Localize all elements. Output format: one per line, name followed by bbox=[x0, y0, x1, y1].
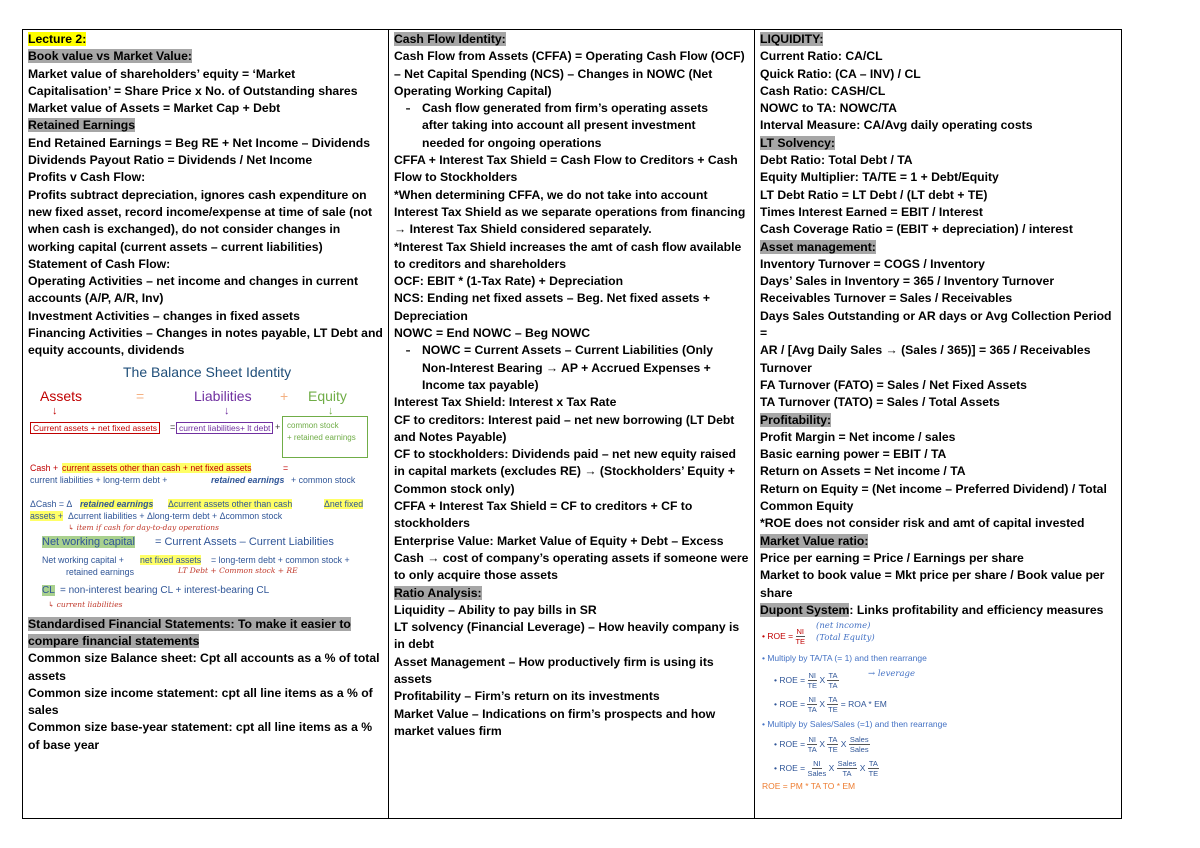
text-line: Debt Ratio: Total Debt / TA bbox=[760, 153, 913, 168]
text-line: Common size Balance sheet: Cpt all accounts as a % of total bbox=[28, 651, 380, 666]
dash-icon: - bbox=[405, 100, 411, 118]
text-line: CFFA + Interest Tax Shield = Cash Flow to Creditors + Cash bbox=[394, 153, 738, 168]
arrow-down-icon: ↓ bbox=[224, 404, 230, 417]
cash-eq-2b: retained earnings bbox=[211, 474, 285, 485]
text-line: Dividends Payout Ratio = Dividends / Net Income bbox=[28, 153, 313, 168]
text-line: Market Value – Indications on firm’s prospects and how bbox=[394, 706, 716, 721]
column-2 bbox=[389, 30, 755, 819]
text-line: OCF: EBIT * (1-Tax Rate) + Depreciation bbox=[394, 274, 624, 289]
nwc2-a: Net working capital + bbox=[42, 554, 124, 565]
text-line: Cash Coverage Ratio = (EBIT + depreciation) / interest bbox=[760, 222, 1073, 237]
heading-profitability: Profitability: bbox=[760, 412, 832, 427]
text-line: NOWC = Current Assets – Current Liabilities (Only bbox=[422, 343, 714, 358]
text-line: TA Turnover (TATO) = Sales / Total Assets bbox=[760, 395, 1000, 410]
re-lines bbox=[28, 135, 383, 360]
delta-eq-1c: Δcurrent assets other than cash bbox=[168, 498, 293, 509]
text-line: CF to stockholders: Dividends paid – net new equity raised bbox=[394, 447, 736, 462]
text-line: Price per earning = Price / Earnings per share bbox=[760, 550, 1024, 565]
heading-lt-solvency: LT Solvency: bbox=[760, 135, 835, 150]
nwc2-b: net fixed assets bbox=[140, 554, 202, 565]
text-line: Market value of shareholders’ equity = ‘Market bbox=[28, 66, 296, 81]
heading-standardised: Standardised Financial Statements: To make it easier to bbox=[28, 616, 351, 631]
text-line: Income tax payable) bbox=[422, 377, 539, 392]
cl-label: CL bbox=[42, 584, 55, 596]
text-line: Profitability – Firm’s return on its investments bbox=[394, 689, 660, 704]
box-equity-line2: + retained earnings bbox=[287, 432, 356, 442]
text-line: Return on Equity = (Net income – Preferred Dividend) / Total bbox=[760, 481, 1107, 496]
bullet-item bbox=[394, 100, 749, 152]
heading-cash-flow-identity: Cash Flow Identity: bbox=[394, 32, 506, 46]
text-line: to creditors and shareholders bbox=[394, 256, 567, 271]
dupont-roe4: • ROE = $\frac{NI}{TA}$ X $\frac{TA}{TE}$ X $\frac{\text{Sales}}{\text{Sales}}$ bbox=[774, 735, 869, 755]
box-liabilities: current liabilities+ lt debt bbox=[176, 422, 273, 434]
text-line: Cash → cost of company’s operating assets if someone were bbox=[394, 550, 749, 565]
text-line: *ROE does not consider risk and amt of capital invested bbox=[760, 516, 1085, 531]
text-line: Return on Assets = Net income / TA bbox=[760, 464, 966, 479]
dupont-roe3: • ROE = $\frac{NI}{TA}$ X $\frac{TA}{TE}$ = ROA * EM bbox=[774, 695, 887, 715]
heading-standardised-2: compare financial statements bbox=[28, 633, 200, 648]
text-line: equity accounts, dividends bbox=[28, 343, 185, 358]
box-plus: + bbox=[275, 421, 281, 432]
text-line: Common size income statement: cpt all line items as a % of bbox=[28, 685, 373, 700]
text-line: *Interest Tax Shield increases the amt of cash flow available bbox=[394, 239, 742, 254]
text-line: Profit Margin = Net income / sales bbox=[760, 429, 956, 444]
figure-title: The Balance Sheet Identity bbox=[123, 363, 292, 380]
bullet-item bbox=[394, 342, 749, 394]
text-line: Operating Activities – net income and changes in current bbox=[28, 274, 359, 289]
heading-asset-management: Asset management: bbox=[760, 239, 876, 254]
text-line: assets bbox=[28, 668, 66, 683]
text-line: LT Debt Ratio = LT Debt / (LT debt + TE) bbox=[760, 187, 988, 202]
cash-eq-1b: current assets other than cash + net fixed assets bbox=[62, 462, 252, 473]
handwritten-note: → leverage bbox=[868, 669, 916, 680]
heading-book-vs-market: Book value vs Market Value: bbox=[28, 49, 192, 64]
three-column-grid bbox=[22, 29, 1122, 819]
nwc-label: Net working capital bbox=[42, 535, 135, 548]
label-equity: Equity bbox=[308, 387, 347, 404]
text-line: Flow to Stockholders bbox=[394, 170, 518, 185]
text-line: Days’ Sales in Inventory = 365 / Inventory Turnover bbox=[760, 274, 1055, 289]
text-line: Cash Ratio: CASH/CL bbox=[760, 83, 886, 98]
label-liabilities: Liabilities bbox=[194, 387, 252, 404]
handwritten-note: ↳ item if cash for day-to-day operations bbox=[68, 522, 219, 532]
cash-eq-2a: current liabilities + long-term debt + bbox=[30, 474, 168, 485]
delta-eq-2b: Δcurrent liabilities + Δlong-term debt + Δcommon stock bbox=[68, 510, 283, 521]
dash-icon: - bbox=[405, 342, 411, 360]
balance-sheet-figure bbox=[28, 364, 383, 614]
label-plus: + bbox=[280, 387, 289, 404]
column-1 bbox=[23, 30, 389, 819]
box-equity bbox=[282, 416, 368, 458]
nwc-formula: = Current Assets – Current Liabilities bbox=[155, 535, 334, 548]
heading-liquidity: LIQUIDITY: bbox=[760, 32, 824, 46]
delta-eq-1a: ΔCash = Δ bbox=[30, 498, 73, 509]
delta-eq-1d: Δnet fixed bbox=[324, 498, 364, 509]
delta-eq-2a: assets + bbox=[30, 510, 64, 521]
handwritten-note: (net income) bbox=[816, 621, 871, 632]
cash-eq-1a: Cash + bbox=[30, 462, 59, 473]
label-assets: Assets bbox=[40, 387, 83, 404]
nwc3-a: retained earnings bbox=[66, 566, 134, 577]
text-line: Common size base-year statement: cpt all line items as a % bbox=[28, 720, 373, 735]
text-line: Profits v Cash Flow: bbox=[28, 170, 146, 185]
text-line: Inventory Turnover = COGS / Inventory bbox=[760, 256, 985, 271]
text-line: Current Ratio: CA/CL bbox=[760, 49, 883, 64]
text-line: Liquidity – Ability to pay bills in SR bbox=[394, 602, 597, 617]
bv-lines bbox=[28, 66, 383, 118]
heading-market-value: Market Value ratio: bbox=[760, 533, 869, 548]
text-line: new fixed asset, record income/expense at time of sale (not bbox=[28, 204, 373, 219]
heading-retained-earnings: Retained Earnings bbox=[28, 118, 136, 133]
text-line: accounts (A/P, A/R, Inv) bbox=[28, 291, 164, 306]
text-line: after taking into account all present investment bbox=[422, 118, 696, 133]
text-line: Capitalisation’ = Share Price x No. of Outstanding shares bbox=[28, 83, 358, 98]
column-3 bbox=[755, 30, 1122, 819]
text-line: in capital markets (excludes RE) → (Stockholders’ Equity + bbox=[394, 464, 736, 479]
text-line: Enterprise Value: Market Value of Equity + Debt – Excess bbox=[394, 533, 724, 548]
text-line: → Interest Tax Shield considered separately. bbox=[394, 222, 652, 237]
text-line: Interval Measure: CA/Avg daily operating costs bbox=[760, 118, 1033, 133]
text-line: Turnover bbox=[760, 360, 812, 375]
text-line: Days Sales Outstanding or AR days or Avg Collection Period = bbox=[760, 308, 1112, 341]
text-line: Interest Tax Shield as we separate operations from financing bbox=[394, 204, 746, 219]
lecture-title: Lecture 2: bbox=[28, 32, 87, 46]
text-line: assets bbox=[394, 671, 432, 686]
handwritten-note: ↳ current liabilities bbox=[48, 599, 123, 609]
cl-formula: = non-interest bearing CL + interest-bearing CL bbox=[60, 584, 270, 596]
text-line: Statement of Cash Flow: bbox=[28, 256, 171, 271]
text-line: Asset Management – How productively firm is using its bbox=[394, 654, 714, 669]
arrow-down-icon: ↓ bbox=[52, 404, 58, 417]
text-line: working capital (current assets – current liabilities) bbox=[28, 239, 323, 254]
cash-eq-1c: = bbox=[283, 462, 289, 473]
text-line: Common stock only) bbox=[394, 481, 515, 496]
dupont-roe5: • ROE = $\frac{NI}{\text{Sales}}$ X $\frac{\text{Sales}}{TA}$ X $\frac{TA}{TE}$ bbox=[774, 759, 879, 779]
dupont-step2: • Multiply by Sales/Sales (=1) and then rearrange bbox=[762, 719, 948, 730]
label-equals: = bbox=[136, 387, 145, 404]
text-line: LT solvency (Financial Leverage) – How heavily company is bbox=[394, 620, 740, 635]
text-line: share bbox=[760, 585, 793, 600]
text-line: Cash Flow from Assets (CFFA) = Operating Cash Flow (OCF) bbox=[394, 49, 745, 64]
text-line: CF to creditors: Interest paid – net new borrowing (LT Debt bbox=[394, 412, 735, 427]
text-line: FA Turnover (FATO) = Sales / Net Fixed Assets bbox=[760, 377, 1027, 392]
cash-eq-2c: + common stock bbox=[291, 474, 356, 485]
heading-dupont: Dupont System bbox=[760, 602, 850, 617]
text-line: Depreciation bbox=[394, 308, 468, 323]
text-line: NCS: Ending net fixed assets – Beg. Net fixed assets + bbox=[394, 291, 710, 306]
box-equals: = bbox=[170, 421, 176, 432]
text-line: CFFA + Interest Tax Shield = CF to creditors + CF to bbox=[394, 499, 693, 514]
text-line: in debt bbox=[394, 637, 434, 652]
text-line: Basic earning power = EBIT / TA bbox=[760, 447, 947, 462]
nwc2-c: = long-term debt + common stock + bbox=[211, 554, 350, 565]
text-line: sales bbox=[28, 703, 59, 718]
sfs-lines bbox=[28, 650, 383, 754]
handwritten-note: LT Debt + Common stock + RE bbox=[178, 565, 298, 575]
dupont-figure bbox=[760, 619, 1116, 794]
text-line: AR / [Avg Daily Sales → (Sales / 365)] = 365 / Receivables bbox=[760, 343, 1091, 358]
text-line: when cash is exchanged), do not consider changes in bbox=[28, 222, 341, 237]
text-line: Cash flow generated from firm’s operating assets bbox=[422, 101, 709, 116]
text-line: – Net Capital Spending (NCS) – Changes in NOWC (Net bbox=[394, 66, 713, 81]
text-line: NOWC to TA: NOWC/TA bbox=[760, 101, 897, 116]
text-line: needed for ongoing operations bbox=[422, 135, 602, 150]
text-line: Common Equity bbox=[760, 499, 854, 514]
text-line: Equity Multiplier: TA/TE = 1 + Debt/Equity bbox=[760, 170, 999, 185]
text-line: End Retained Earnings = Beg RE + Net Income – Dividends bbox=[28, 135, 371, 150]
arrow-down-icon: ↓ bbox=[328, 404, 334, 417]
text-line: Non-Interest Bearing → AP + Accrued Expenses + bbox=[422, 360, 711, 375]
text-line: Interest Tax Shield: Interest x Tax Rate bbox=[394, 395, 617, 410]
text-line: Times Interest Earned = EBIT / Interest bbox=[760, 204, 983, 219]
text-line: Quick Ratio: (CA – INV) / CL bbox=[760, 66, 921, 81]
text-line: Investment Activities – changes in fixed assets bbox=[28, 308, 300, 323]
text-line: market values firm bbox=[394, 723, 502, 738]
text-line: stockholders bbox=[394, 516, 470, 531]
box-equity-line1: common stock bbox=[287, 420, 339, 430]
cheat-sheet bbox=[22, 29, 1118, 819]
box-assets: Current assets + net fixed assets bbox=[30, 422, 160, 434]
text-line: *When determining CFFA, we do not take into account bbox=[394, 187, 708, 202]
text-line: NOWC = End NOWC – Beg NOWC bbox=[394, 326, 591, 341]
dupont-desc: : Links profitability and efficiency measures bbox=[849, 602, 1104, 617]
dupont-step1: • Multiply by TA/TA (= 1) and then rearrange bbox=[762, 653, 927, 664]
text-line: Profits subtract depreciation, ignores cash expenditure on bbox=[28, 187, 367, 202]
delta-eq-1b: retained earnings bbox=[80, 498, 154, 509]
text-line: Market to book value = Mkt price per share / Book value per bbox=[760, 568, 1105, 583]
handwritten-note: (Total Equity) bbox=[816, 633, 875, 644]
text-line: Receivables Turnover = Sales / Receivables bbox=[760, 291, 1013, 306]
text-line: of base year bbox=[28, 737, 100, 752]
text-line: Market value of Assets = Market Cap + Debt bbox=[28, 101, 281, 116]
text-line: and Notes Payable) bbox=[394, 429, 507, 444]
dupont-roe2: • ROE = $\frac{NI}{TE}$ X $\frac{TA}{TA}$ bbox=[774, 671, 838, 691]
dupont-roe1: • ROE = $\frac{NI}{TE}$ bbox=[762, 627, 806, 647]
text-line: to only acquire those assets bbox=[394, 568, 558, 583]
heading-ratio-analysis: Ratio Analysis: bbox=[394, 585, 482, 600]
dupont-final: ROE = PM * TA TO * EM bbox=[762, 781, 856, 792]
text-line: Operating Working Capital) bbox=[394, 83, 552, 98]
text-line: Financing Activities – Changes in notes payable, LT Debt and bbox=[28, 326, 383, 341]
